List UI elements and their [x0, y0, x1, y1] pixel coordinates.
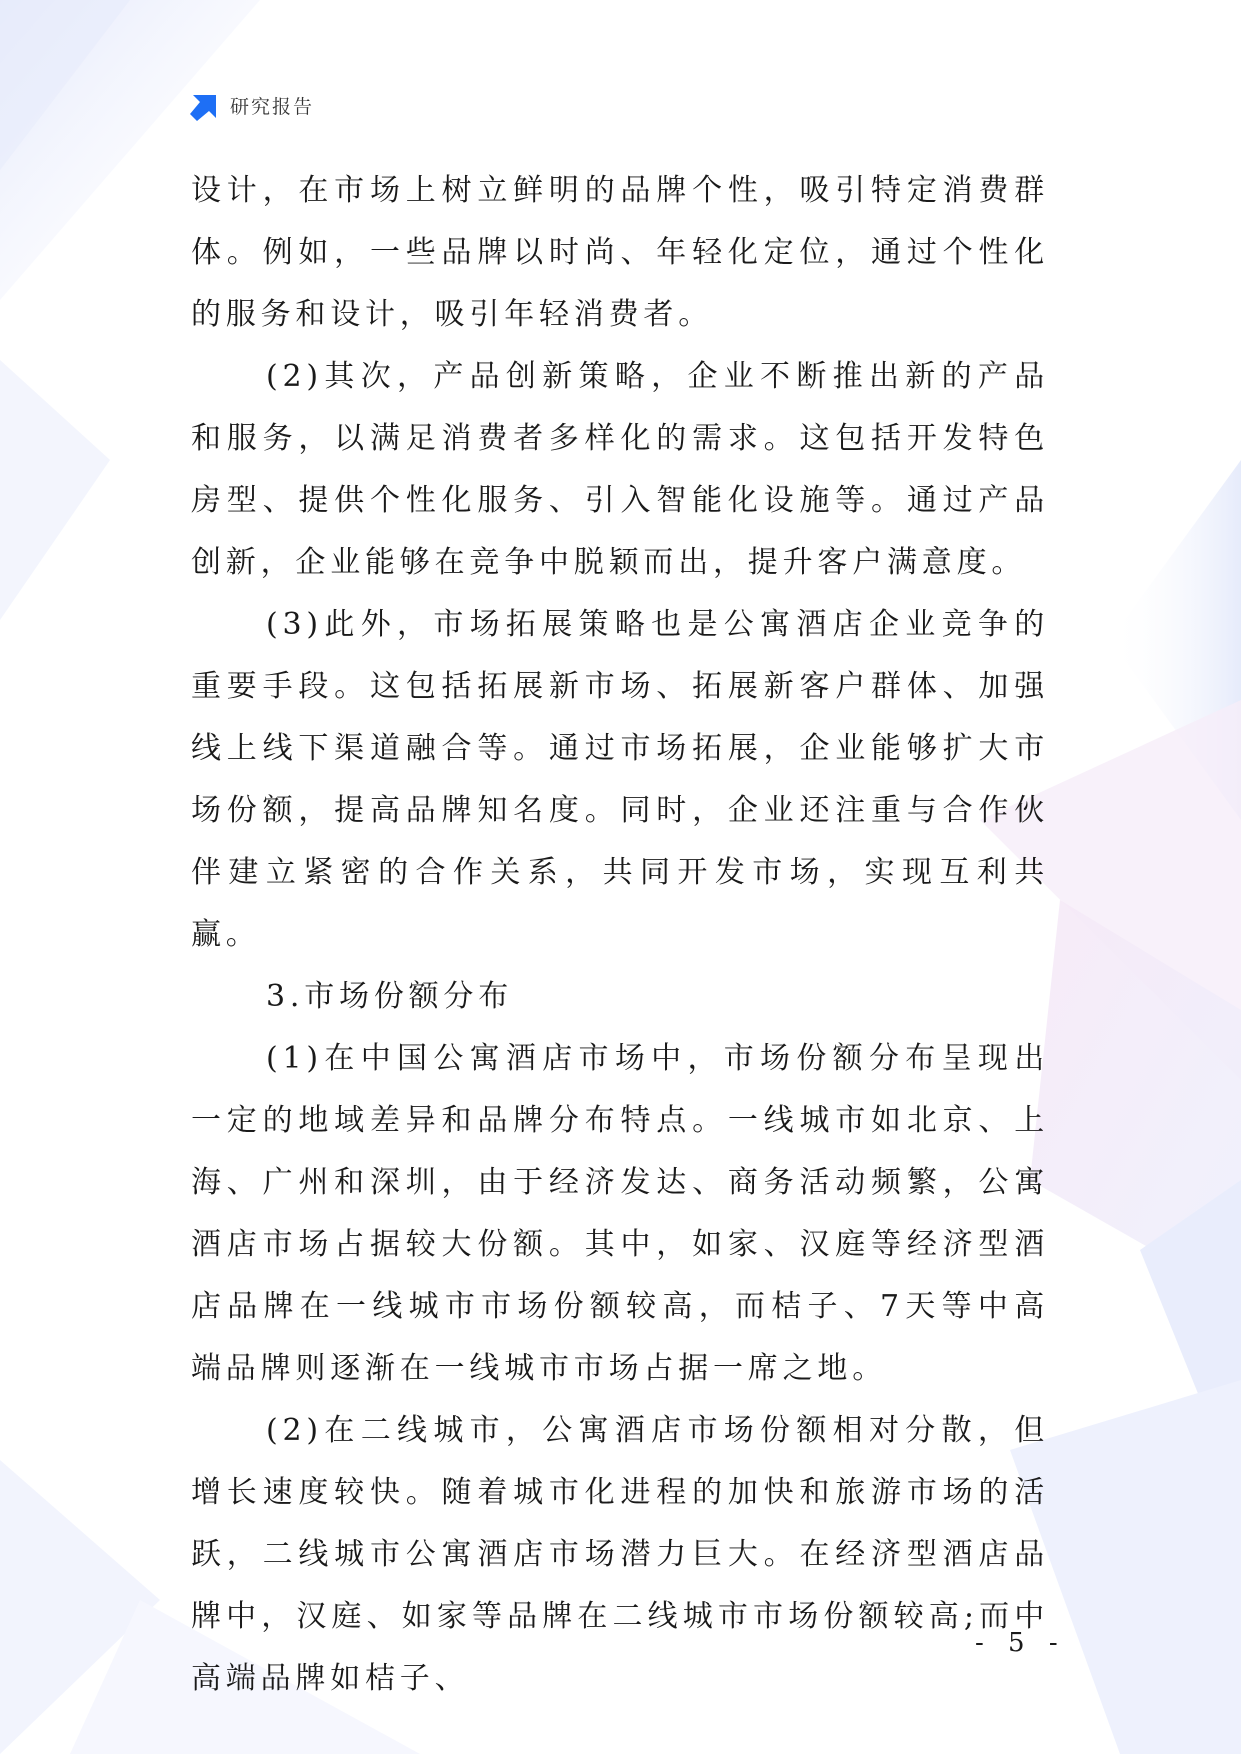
report-header — [188, 88, 314, 122]
page-number: - 5 - — [975, 1628, 1066, 1658]
paragraph-continuation: 设计，在市场上树立鲜明的品牌个性，吸引特定消费群体。例如，一些品牌以时尚、年轻化定位，通过个性化的服务和设计，吸引年轻消费者。 — [191, 173, 1049, 332]
paragraph-tier2-cities: (2)在二线城市，公寓酒店市场份额相对分散，但增长速度较快。随着城市化进程的加快和旅游市场的活跃，二线城市公寓酒店市场潜力巨大。在经济型酒店品牌中，汉庭、如家等品牌在二线城市市场份额较高;而中高端品牌如桔子、 — [191, 1413, 1049, 1696]
paragraph-tier1-cities: (1)在中国公寓酒店市场中，市场份额分布呈现出一定的地域差异和品牌分布特点。一线城市如北京、上海、广州和深圳，由于经济发达、商务活动频繁，公寓酒店市场占据较大份额。其中，如家、汉庭等经济型酒店品牌在一线城市市场份额较高，而桔子、7天等中高端品牌则逐渐在一线城市市场占据一席之地。 — [191, 1041, 1049, 1386]
document-body — [191, 160, 1049, 1710]
paragraph-market-expansion: (3)此外，市场拓展策略也是公寓酒店企业竞争的重要手段。这包括拓展新市场、拓展新客户群体、加强线上线下渠道融合等。通过市场拓展，企业能够扩大市场份额，提高品牌知名度。同时，企业还注重与合作伙伴建立紧密的合作关系，共同开发市场，实现互利共赢。 — [191, 607, 1049, 952]
paragraph-product-innovation: (2)其次，产品创新策略，企业不断推出新的产品和服务，以满足消费者多样化的需求。这包括开发特色房型、提供个性化服务、引入智能化设施等。通过产品创新，企业能够在竞争中脱颖而出，提升客户满意度。 — [191, 359, 1049, 580]
section-heading-market-share: 3.市场份额分布 — [266, 979, 514, 1014]
header-title: 研究报告 — [230, 95, 315, 118]
arrow-up-right-icon — [188, 89, 220, 121]
